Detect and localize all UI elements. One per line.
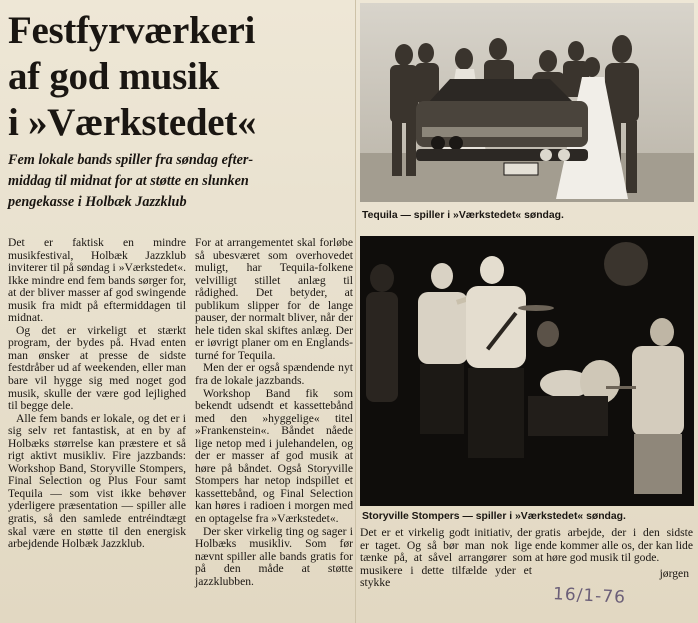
- article-column-4: [535, 527, 693, 580]
- paragraph: Og det er virkeligt et stærkt program, der bydes på. Hvad enten man ønsker at presse de sidste festdråber ud af weekenden, eller man bare vil hygge sig med noget god musik, skulle der være god lejlighed til begge dele.: [8, 323, 186, 413]
- storyville-photo-illustration: [360, 236, 694, 506]
- subheading-line-1: Fem lokale bands spiller fra søndag efter-: [8, 152, 254, 168]
- paragraph: Men der er også spændende nyt fra de lokale jazzbands.: [195, 361, 353, 388]
- headline-line-1: Festfyrværkeri: [8, 9, 256, 52]
- subheading-line-2: middag til midnat for at støtte en slunken: [8, 173, 249, 189]
- paragraph: Der sker virkelig ting og sager i Holbæks musikliv. Som før nævnt spiller alle bands gratis for på den måde at støtte jazzklubben.: [195, 524, 353, 588]
- headline: [8, 8, 353, 146]
- headline-line-3: i »Værkstedet«: [8, 101, 257, 144]
- subheading-line-3: pengekasse i Holbæk Jazzklub: [8, 194, 187, 210]
- paragraph: Alle fem bands er lokale, og det er i sig selv ret fantastisk, at en by af Holbæks størrelse kan præstere et så rigt aktivt musikliv. Fire jazzbands: Workshop Band, Storyville Stompers, Final Selection og Plus Four samt Tequila — som vist ikke behøver yderligere præsentation — spiller alle gratis, så den samlede entréindtægt skal være en støtte til den energisk arbejdende Holbæk Jazzklub.: [8, 411, 186, 551]
- subheading: [8, 150, 353, 213]
- article-column-3: [360, 527, 532, 590]
- handwritten-date: 16/1-76: [552, 584, 627, 608]
- paragraph: Workshop Band fik som bekendt udsendt et kassettebånd med den »hyggelige« titel »Frankenstein«. Båndet nåede lige netop med i julehandelen, og der er masser af god musik at høre på båndet. Også Storyville Stompers har netop indspillet et kassettebånd, og Final Selection kan høres i radioen i morgen med en optagelse fra »Værkstedet«.: [195, 386, 353, 526]
- headline-line-2: af god musik: [8, 55, 219, 98]
- tequila-photo-illustration: [360, 3, 694, 202]
- paragraph: gratis arbejde, der i den sidste ende kommer alle os, der kan lide at høre god musik til gode.: [535, 526, 693, 565]
- paragraph: Det er et virkelig godt initiativ, der er taget. Og så bør man nok lige tænke på, at såvel arrangører som musikere i dette tilfælde yder et stykke: [360, 526, 532, 590]
- article-column-2: [195, 237, 353, 588]
- paragraph: Det er faktisk en mindre musikfestival, Holbæk Jazzklub inviterer til på søndag i »Værkstedet«. Ikke mindre end fem bands sørger for, at der bliver masser af god swingende musik fra midt på eftermiddagen til midnat.: [8, 236, 186, 325]
- article-column-1: [8, 237, 186, 551]
- photo-caption-tequila: Tequila — spiller i »Værkstedet« søndag.: [362, 210, 564, 221]
- column-fold-line: [355, 0, 356, 623]
- storyville-stompers-photo: [360, 236, 694, 506]
- author-signature: jørgen: [659, 566, 689, 580]
- photo-caption-storyville: Storyville Stompers — spiller i »Værkstedet« søndag.: [362, 511, 626, 522]
- paragraph: For at arrangementet skal forløbe så ubesværet som overhovedet muligt, har Tequila-folkene velvilligt stillet anlæg til rådighed. Det betyder, at publikum slipper for de lange pauser, der normalt bliver, når der hele tiden skal skiftes anlæg. Der er iøvrigt planer om en Englands-turné for Tequila.: [195, 236, 353, 362]
- tequila-band-photo: [360, 3, 694, 202]
